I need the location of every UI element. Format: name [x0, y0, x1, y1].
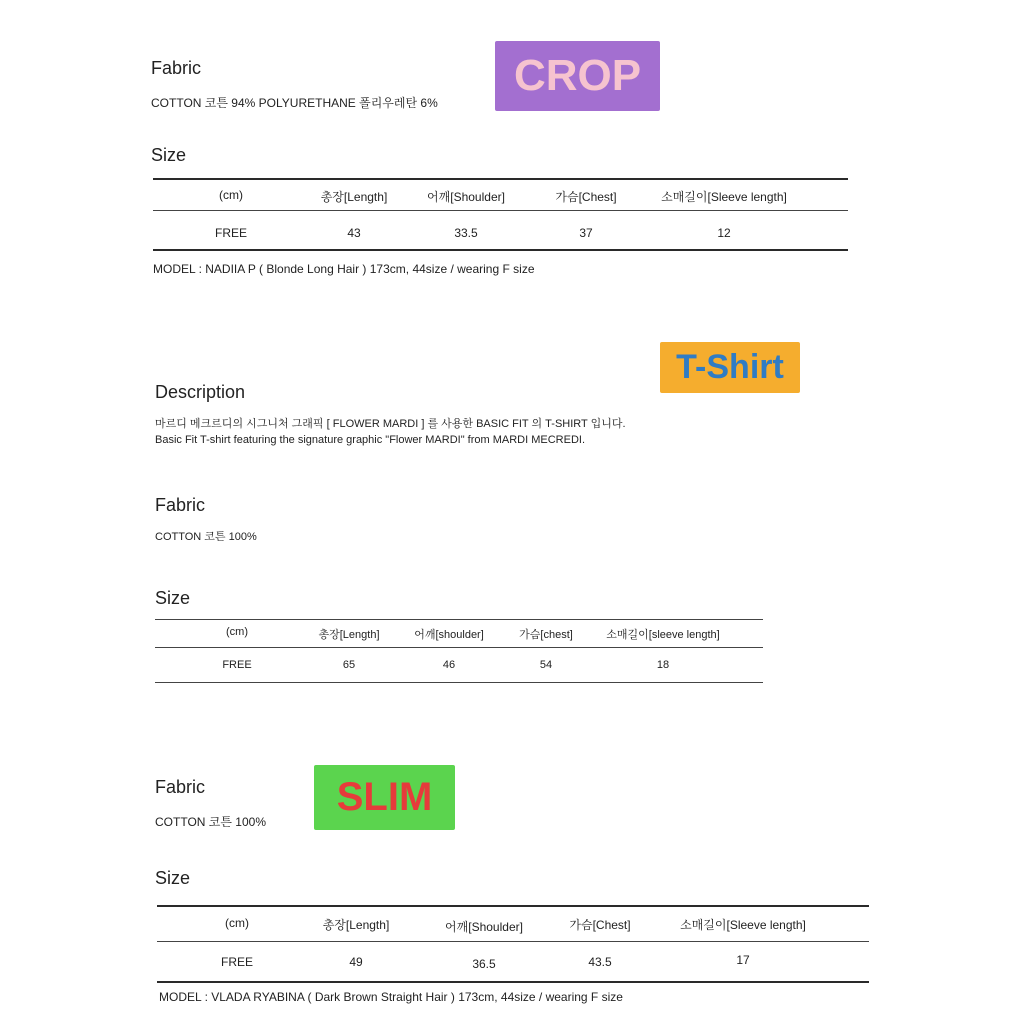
tshirt-col-length: 총장[Length]: [318, 629, 380, 641]
crop-col-sleeve: 소매길이[Sleeve length]: [661, 190, 787, 204]
tshirt-table-top-rule: [155, 619, 763, 620]
slim-badge: [314, 765, 455, 830]
crop-size-heading: Size: [151, 145, 187, 165]
tshirt-table-mid-rule: [155, 647, 763, 648]
tshirt-badge: [660, 342, 800, 393]
crop-model-info: MODEL : NADIIA P ( Blonde Long Hair ) 173cm, 44size / wearing F size: [153, 262, 535, 276]
slim-col-length: 총장[Length]: [322, 918, 390, 932]
slim-badge-label: SLIM: [336, 775, 433, 819]
crop-col-length: 총장[Length]: [320, 190, 388, 204]
slim-table-bottom-rule: [157, 981, 869, 983]
slim-row-chest: 43.5: [588, 955, 612, 969]
slim-model-info: MODEL : VLADA RYABINA ( Dark Brown Straight Hair ) 173cm, 44size / wearing F size: [159, 990, 623, 1004]
crop-row-length: 43: [347, 226, 361, 240]
slim-fabric-heading: Fabric: [155, 777, 206, 797]
tshirt-size-heading: Size: [155, 588, 191, 608]
slim-table-mid-rule: [157, 941, 869, 942]
tshirt-row-shoulder: 46: [442, 659, 456, 671]
slim-fabric-text: COTTON 코튼 100%: [155, 815, 266, 829]
crop-table-top-rule: [153, 178, 848, 180]
slim-row-size: FREE: [220, 955, 254, 969]
crop-col-chest: 가슴[Chest]: [555, 190, 617, 204]
tshirt-description-heading: Description: [155, 382, 246, 402]
tshirt-row-size: FREE: [222, 659, 252, 671]
crop-col-shoulder: 어깨[Shoulder]: [427, 190, 505, 204]
tshirt-badge-label: T-Shirt: [676, 348, 784, 386]
crop-row-shoulder: 33.5: [454, 226, 478, 240]
crop-badge: [495, 41, 660, 111]
crop-badge-label: CROP: [513, 51, 642, 100]
slim-col-chest: 가슴[Chest]: [569, 918, 631, 932]
crop-row-sleeve: 12: [717, 226, 731, 240]
tshirt-description-en: Basic Fit T-shirt featuring the signature graphic "Flower MARDI" from MARDI MECREDI.: [155, 434, 586, 446]
tshirt-col-chest: 가슴[chest]: [519, 629, 573, 641]
tshirt-fabric-text: COTTON 코튼 100%: [155, 531, 257, 543]
tshirt-description-ko: 마르디 메크르디의 시그니처 그래픽 [ FLOWER MARDI ] 를 사용한 BASIC FIT 의 T-SHIRT 입니다.: [155, 418, 626, 430]
slim-row-shoulder: 36.5: [472, 957, 496, 971]
tshirt-row-length: 65: [342, 659, 356, 671]
crop-fabric-text: COTTON 코튼 94% POLYURETHANE 폴리우레탄 6%: [151, 96, 438, 110]
tshirt-fabric-heading: Fabric: [155, 495, 206, 515]
tshirt-row-sleeve: 18: [656, 659, 670, 671]
slim-size-heading: Size: [155, 868, 191, 888]
crop-table-mid-rule: [153, 210, 848, 211]
tshirt-col-sleeve: 소매길이[sleeve length]: [606, 629, 720, 641]
slim-col-sleeve: 소매길이[Sleeve length]: [680, 918, 806, 932]
slim-col-unit: (cm): [225, 916, 249, 930]
crop-col-unit: (cm): [219, 188, 243, 202]
crop-table-bottom-rule: [153, 249, 848, 251]
tshirt-col-unit: (cm): [226, 626, 248, 638]
crop-fabric-heading: Fabric: [151, 58, 202, 78]
tshirt-col-shoulder: 어깨[shoulder]: [414, 629, 484, 641]
crop-row-chest: 37: [579, 226, 593, 240]
slim-table-top-rule: [157, 905, 869, 907]
slim-row-length: 49: [349, 955, 363, 969]
tshirt-table-bottom-rule: [155, 682, 763, 683]
tshirt-row-chest: 54: [539, 659, 553, 671]
crop-row-size: FREE: [214, 226, 248, 240]
slim-row-sleeve: 17: [736, 953, 750, 967]
slim-col-shoulder: 어깨[Shoulder]: [445, 920, 523, 934]
